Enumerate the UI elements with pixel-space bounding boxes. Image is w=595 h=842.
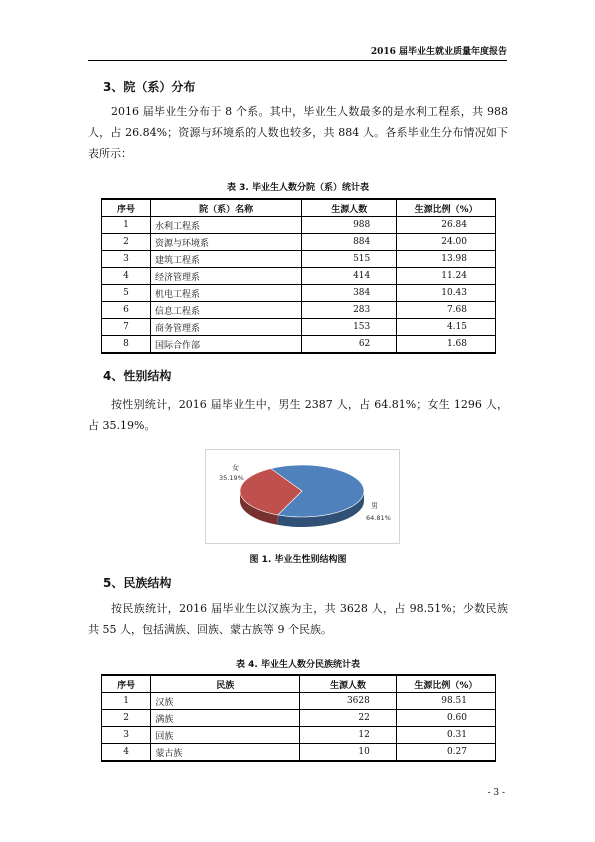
- page-number: - 3 -: [487, 788, 505, 798]
- cell-count: 12: [300, 727, 397, 744]
- cell-name: 回族: [151, 727, 300, 744]
- section-heading-ethnicity: 5、民族结构: [103, 576, 172, 590]
- column-header-count: 生源人数: [300, 675, 397, 693]
- cell-count: 515: [302, 251, 397, 268]
- cell-index: 2: [102, 234, 151, 251]
- cell-name: 建筑工程系: [151, 251, 302, 268]
- pie-label-value: 64.81%: [366, 514, 391, 522]
- cell-index: 2: [102, 710, 151, 727]
- cell-name: 蒙古族: [151, 744, 300, 762]
- figure1-caption: 图 1. 毕业生性别结构图: [249, 555, 347, 565]
- table-row: [102, 727, 496, 744]
- table-row: [102, 251, 496, 268]
- table-row: [102, 217, 496, 234]
- cell-count: 3628: [300, 693, 397, 710]
- cell-index: 3: [102, 251, 151, 268]
- gender-paragraph: 按性别统计，2016 届毕业生中，男生 2387 人，占 64.81%；女生 1296 人，占 35.19%。: [88, 398, 508, 432]
- cell-count: 414: [302, 268, 397, 285]
- section-heading-faculty: 3、院（系）分布: [103, 80, 196, 94]
- section-heading-gender: 4、性别结构: [103, 369, 172, 383]
- cell-count: 283: [302, 302, 397, 319]
- cell-ratio: 13.98: [397, 251, 496, 268]
- cell-index: 1: [102, 693, 151, 710]
- column-header-index: 序号: [102, 199, 151, 217]
- cell-count: 10: [300, 744, 397, 762]
- running-header: 2016 届毕业生就业质量年度报告: [88, 44, 507, 61]
- cell-name: 经济管理系: [151, 268, 302, 285]
- column-header-index: 序号: [102, 675, 151, 693]
- table3-caption: 表 3. 毕业生人数分院（系）统计表: [227, 183, 369, 193]
- table-header-row: [102, 675, 496, 693]
- cell-ratio: 11.24: [397, 268, 496, 285]
- cell-ratio: 0.27: [396, 744, 495, 762]
- table-row: [102, 710, 496, 727]
- pie-label-value: 35.19%: [219, 474, 244, 482]
- cell-index: 6: [102, 302, 151, 319]
- cell-name: 汉族: [151, 693, 300, 710]
- cell-count: 988: [302, 217, 397, 234]
- cell-name: 商务管理系: [151, 319, 302, 336]
- cell-ratio: 0.31: [396, 727, 495, 744]
- cell-count: 384: [302, 285, 397, 302]
- cell-name: 资源与环境系: [151, 234, 302, 251]
- column-header-name: 院（系）名称: [151, 199, 302, 217]
- table-row: [102, 744, 496, 762]
- cell-count: 153: [302, 319, 397, 336]
- faculty-table: [101, 198, 496, 354]
- column-header-ratio: 生源比例（%）: [396, 675, 495, 693]
- cell-ratio: 0.60: [396, 710, 495, 727]
- column-header-count: 生源人数: [302, 199, 397, 217]
- cell-count: 62: [302, 336, 397, 354]
- table-row: [102, 693, 496, 710]
- cell-index: 5: [102, 285, 151, 302]
- column-header-name: 民族: [151, 675, 300, 693]
- column-header-ratio: 生源比例（%）: [397, 199, 496, 217]
- table-header-row: [102, 199, 496, 217]
- faculty-paragraph: 2016 届毕业生分布于 8 个系。其中，毕业生人数最多的是水利工程系，共 988 人，占 26.84%；资源与环境系的人数也较多，共 884 人。各系毕业生分布情况如下表所示：: [88, 105, 508, 160]
- cell-ratio: 26.84: [397, 217, 496, 234]
- table-row: [102, 234, 496, 251]
- cell-ratio: 7.68: [397, 302, 496, 319]
- pie-chart-canvas: [206, 450, 399, 543]
- table-row: [102, 319, 496, 336]
- cell-index: 3: [102, 727, 151, 744]
- ethnicity-paragraph: 按民族统计，2016 届毕业生以汉族为主，共 3628 人，占 98.51%；少数民族共 55 人，包括满族、回族、蒙古族等 9 个民族。: [88, 602, 508, 636]
- cell-ratio: 24.00: [397, 234, 496, 251]
- cell-name: 水利工程系: [151, 217, 302, 234]
- cell-index: 7: [102, 319, 151, 336]
- cell-index: 8: [102, 336, 151, 354]
- cell-index: 4: [102, 744, 151, 762]
- gender-pie-chart: [205, 449, 400, 544]
- cell-name: 信息工程系: [151, 302, 302, 319]
- table-row: [102, 336, 496, 354]
- cell-name: 国际合作部: [151, 336, 302, 354]
- cell-ratio: 98.51: [396, 693, 495, 710]
- table-row: [102, 285, 496, 302]
- ethnicity-table: [101, 674, 496, 762]
- table-row: [102, 268, 496, 285]
- cell-count: 884: [302, 234, 397, 251]
- table-row: [102, 302, 496, 319]
- cell-ratio: 1.68: [397, 336, 496, 354]
- table4-caption: 表 4. 毕业生人数分民族统计表: [236, 660, 360, 670]
- cell-name: 机电工程系: [151, 285, 302, 302]
- cell-index: 4: [102, 268, 151, 285]
- cell-index: 1: [102, 217, 151, 234]
- cell-ratio: 4.15: [397, 319, 496, 336]
- cell-count: 22: [300, 710, 397, 727]
- cell-name: 满族: [151, 710, 300, 727]
- cell-ratio: 10.43: [397, 285, 496, 302]
- pie-label-name: 女: [232, 464, 239, 472]
- pie-label-name: 男: [371, 502, 378, 510]
